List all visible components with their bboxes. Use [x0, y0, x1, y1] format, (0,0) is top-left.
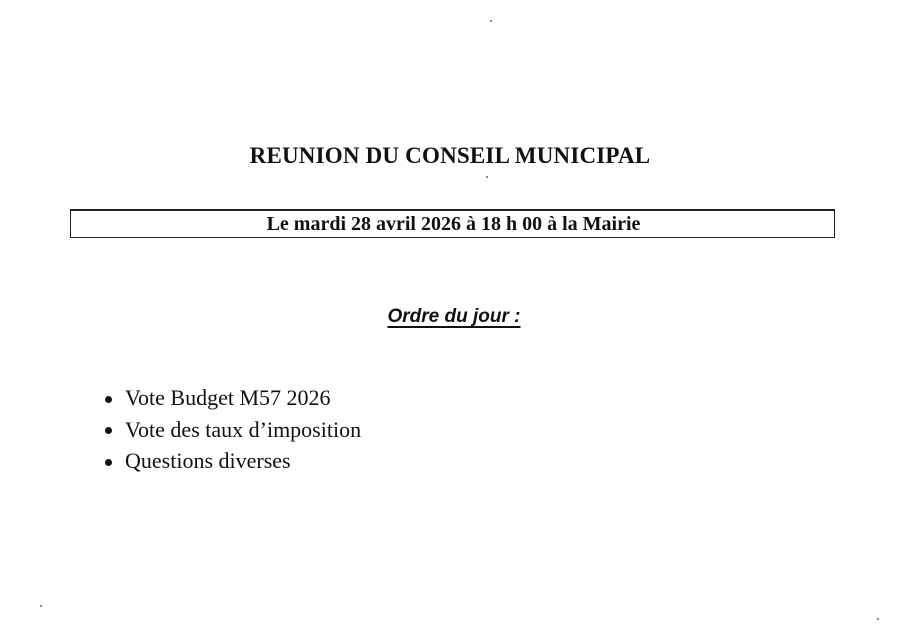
agenda-item — [105, 414, 361, 446]
scan-speck — [486, 176, 488, 178]
meeting-date-line: Le mardi 28 avril 2026 à 18 h 00 à la Mairie — [266, 213, 641, 235]
agenda-list — [105, 382, 361, 477]
bullet-icon — [105, 396, 112, 403]
bullet-icon — [105, 459, 112, 466]
scan-speck — [40, 605, 42, 607]
scan-speck — [490, 20, 492, 22]
date-box — [70, 209, 835, 238]
agenda-heading: Ordre du jour : — [387, 306, 521, 327]
bullet-icon — [105, 427, 112, 434]
scan-speck — [877, 618, 879, 620]
agenda-item-text: Vote des taux d’imposition — [125, 416, 362, 442]
agenda-item — [105, 382, 361, 414]
agenda-item-text: Questions diverses — [125, 448, 291, 473]
agenda-item — [105, 445, 361, 477]
document-title: REUNION DU CONSEIL MUNICIPAL — [249, 143, 651, 168]
agenda-item-text: Vote Budget M57 2026 — [125, 385, 331, 410]
